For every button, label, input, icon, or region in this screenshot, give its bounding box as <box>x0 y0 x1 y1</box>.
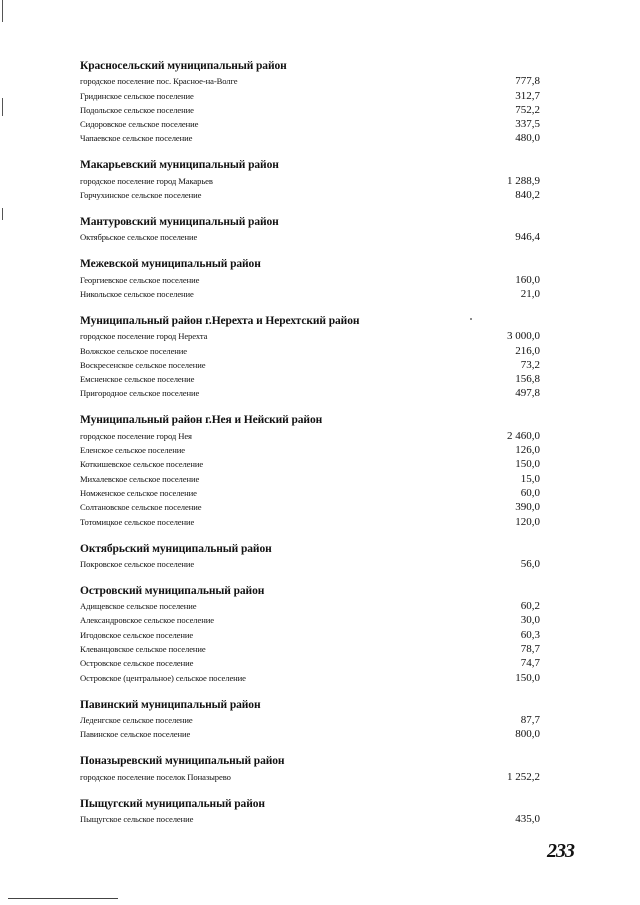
settlement-name: Солтановское сельское поселение <box>80 502 202 513</box>
settlement-name: Михалевское сельское поселение <box>80 473 200 484</box>
scan-edge-mark <box>2 208 3 220</box>
settlement-name: Волжское сельское поселение <box>80 345 188 356</box>
scan-edge-mark <box>2 0 3 22</box>
district-title: Муниципальный район г.Нея и Нейский район <box>80 414 323 427</box>
settlement-row <box>80 443 540 457</box>
settlement-row <box>80 287 540 301</box>
settlement-name: Игодовское сельское поселение <box>80 629 194 640</box>
settlement-name: Клеванцовское сельское поселение <box>80 644 206 655</box>
settlement-amount: 78,7 <box>520 643 540 656</box>
settlement-name: Александровское сельское поселение <box>80 615 214 626</box>
settlement-row <box>80 599 540 613</box>
settlement-name: Никольское сельское поселение <box>80 288 194 299</box>
settlement-amount: 74,7 <box>520 657 540 670</box>
settlement-row <box>80 88 540 102</box>
settlement-amount: 150,0 <box>515 458 540 471</box>
settlement-row <box>80 272 540 286</box>
settlement-row <box>80 486 540 500</box>
settlement-row <box>80 627 540 641</box>
settlement-row <box>80 457 540 471</box>
district-title: Островский муниципальный район <box>80 584 265 597</box>
settlement-amount: 1 288,9 <box>507 174 540 187</box>
district-title: Красносельский муниципальный район <box>80 60 287 72</box>
district-section <box>80 754 540 783</box>
settlement-amount: 2 460,0 <box>507 429 540 442</box>
settlement-amount: 60,3 <box>520 628 540 641</box>
settlement-row <box>80 131 540 145</box>
settlement-row <box>80 500 540 514</box>
settlement-amount: 497,8 <box>515 387 540 400</box>
district-section <box>80 797 540 826</box>
district-title: Муниципальный район г.Нерехта и Нерехтский район <box>80 314 360 327</box>
district-title: Пыщугский муниципальный район <box>80 797 265 810</box>
settlement-row <box>80 173 540 187</box>
settlement-name: городское поселение город Макарьев <box>80 175 213 186</box>
settlement-amount: 60,0 <box>520 486 540 499</box>
settlement-amount: 160,0 <box>515 273 540 286</box>
district-title: Макарьевский муниципальный район <box>80 159 279 172</box>
settlement-row <box>80 386 540 400</box>
settlement-amount: 216,0 <box>515 344 540 357</box>
settlement-row <box>80 74 540 88</box>
settlement-name: городское поселение пос. Красное-на-Волге <box>80 76 238 87</box>
settlement-amount: 56,0 <box>520 557 540 570</box>
settlement-row <box>80 514 540 528</box>
settlement-amount: 21,0 <box>520 287 540 300</box>
district-title: Октябрьский муниципальный район <box>80 542 272 555</box>
district-title: Поназыревский муниципальный район <box>80 755 285 768</box>
settlement-name: Чапаевское сельское поселение <box>80 133 193 144</box>
settlement-amount: 946,4 <box>515 231 540 244</box>
settlement-row <box>80 656 540 670</box>
settlement-name: городское поселение поселок Поназырево <box>80 771 231 782</box>
settlement-name: Горчухинское сельское поселение <box>80 190 202 201</box>
settlement-amount: 337,5 <box>515 118 540 131</box>
settlement-name: городское поселение город Нерехта <box>80 331 208 342</box>
settlement-amount: 435,0 <box>515 812 540 825</box>
settlement-row <box>80 812 540 826</box>
district-section <box>80 158 540 202</box>
settlement-amount: 480,0 <box>515 132 540 145</box>
settlement-name: Емсненское сельское поселение <box>80 374 195 385</box>
scan-edge-mark <box>2 98 3 116</box>
district-section <box>80 584 540 685</box>
settlement-amount: 15,0 <box>520 472 540 485</box>
settlement-amount: 777,8 <box>515 75 540 88</box>
settlement-row <box>80 713 540 727</box>
settlement-amount: 87,7 <box>520 713 540 726</box>
district-title: Мантуровский муниципальный район <box>80 216 279 229</box>
district-section <box>80 413 540 528</box>
settlement-row <box>80 188 540 202</box>
district-section <box>80 542 540 571</box>
settlement-amount: 156,8 <box>515 373 540 386</box>
settlement-name: Номженское сельское поселение <box>80 487 197 498</box>
settlement-row <box>80 727 540 741</box>
settlement-name: Леденгское сельское поселение <box>80 714 193 725</box>
district-section <box>80 215 540 244</box>
settlement-name: Сидоровское сельское поселение <box>80 119 199 130</box>
settlement-row <box>80 670 540 684</box>
settlement-name: Коткишевское сельское поселение <box>80 459 204 470</box>
settlement-name: Адищевское сельское поселение <box>80 601 197 612</box>
settlement-row <box>80 428 540 442</box>
settlement-name: Покровское сельское поселение <box>80 558 195 569</box>
settlement-amount: 60,2 <box>520 600 540 613</box>
settlement-name: Октябрьское сельское поселение <box>80 232 198 243</box>
settlement-name: городское поселение город Нея <box>80 430 192 441</box>
settlement-amount: 150,0 <box>515 671 540 684</box>
settlement-name: Георгиевское сельское поселение <box>80 274 200 285</box>
district-section <box>80 59 540 145</box>
settlement-row <box>80 769 540 783</box>
settlement-row <box>80 103 540 117</box>
settlement-amount: 312,7 <box>515 89 540 102</box>
settlement-amount: 30,0 <box>520 614 540 627</box>
settlement-name: Гридинское сельское поселение <box>80 90 194 101</box>
settlement-amount: 1 252,2 <box>507 770 540 783</box>
settlement-name: Пригородное сельское поселение <box>80 388 200 399</box>
settlement-name: Подольское сельское поселение <box>80 104 194 115</box>
footer-rule <box>8 898 118 899</box>
district-section <box>80 257 540 301</box>
settlement-amount: 390,0 <box>515 501 540 514</box>
settlement-amount: 840,2 <box>515 189 540 202</box>
settlement-name: Островское сельское поселение <box>80 658 194 669</box>
settlement-row <box>80 358 540 372</box>
settlement-row <box>80 642 540 656</box>
settlement-name: Островское (центральное) сельское поселение <box>80 672 246 683</box>
settlement-name: Пыщугское сельское поселение <box>80 813 194 824</box>
settlement-amount: 126,0 <box>515 444 540 457</box>
district-section <box>80 314 540 400</box>
districts-list <box>80 59 540 839</box>
settlement-row <box>80 230 540 244</box>
settlement-row <box>80 343 540 357</box>
settlement-row <box>80 613 540 627</box>
settlement-amount: 3 000,0 <box>507 330 540 343</box>
settlement-row <box>80 329 540 343</box>
settlement-name: Еленское сельское поселение <box>80 445 185 456</box>
settlement-amount: 120,0 <box>515 515 540 528</box>
settlement-name: Тотомицкое сельское поселение <box>80 516 195 527</box>
settlement-row <box>80 117 540 131</box>
settlement-name: Воскресенское сельское поселение <box>80 359 206 370</box>
settlement-amount: 752,2 <box>515 103 540 116</box>
district-section <box>80 698 540 742</box>
settlement-amount: 73,2 <box>520 358 540 371</box>
settlement-row <box>80 372 540 386</box>
settlement-amount: 800,0 <box>515 728 540 741</box>
settlement-row <box>80 471 540 485</box>
page-number: 233 <box>547 840 574 862</box>
district-title: Павинский муниципальный район <box>80 698 261 711</box>
settlement-name: Павинское сельское поселение <box>80 729 191 740</box>
district-title: Межевской муниципальный район <box>80 258 261 271</box>
settlement-row <box>80 557 540 571</box>
